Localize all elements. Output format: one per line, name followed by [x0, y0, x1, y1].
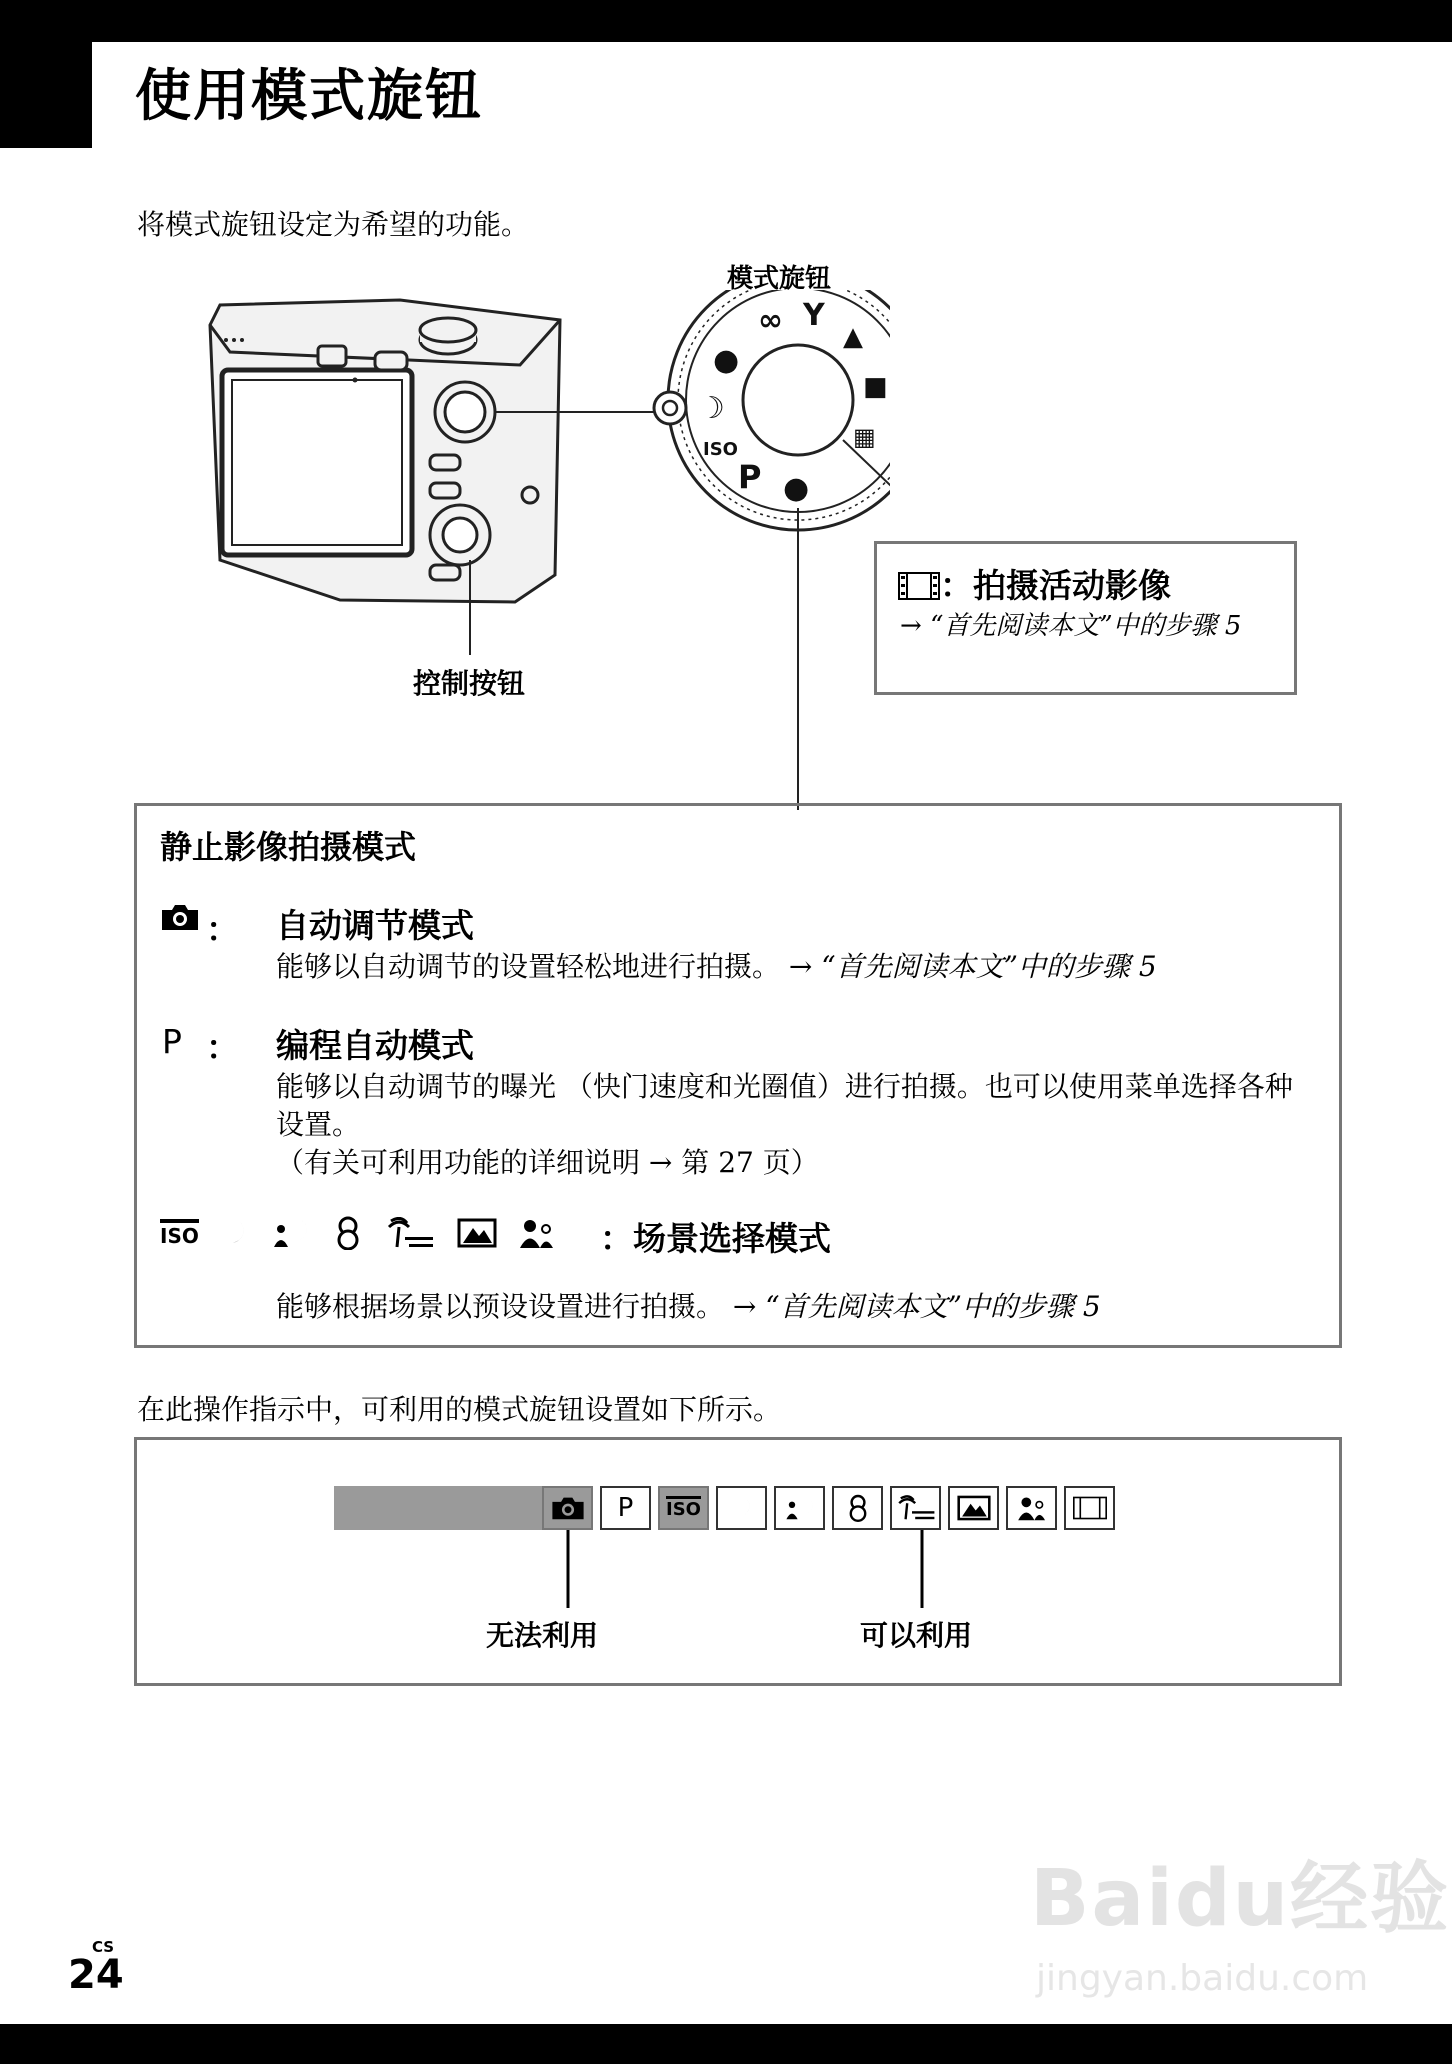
program-icon: P [617, 1493, 634, 1523]
camera-illustration [190, 290, 890, 810]
camera-icon [550, 1495, 586, 1521]
snow-icon [333, 1216, 363, 1250]
watermark-logo: Baidu经验 [1030, 1854, 1451, 1944]
arrow-icon: → [788, 950, 813, 983]
intro-text: 将模式旋钮设定为希望的功能。 [137, 208, 530, 241]
svg-text:P: P [738, 458, 762, 496]
program-mode-note [276, 1144, 819, 1182]
movie-film-icon [1073, 1496, 1107, 1520]
snow-icon [846, 1494, 870, 1522]
label-unavailable: 无法利用 [486, 1619, 599, 1652]
bottom-black-bar [0, 2024, 1452, 2064]
mode-cell-high-iso [658, 1486, 709, 1530]
soft-snap-icon [1017, 1495, 1047, 1521]
program-mode-title: 编程自动模式 [276, 1026, 474, 1065]
page-title: 使用模式旋钮 [135, 64, 483, 129]
svg-text:▦: ▦ [853, 423, 876, 451]
twilight-portrait-icon [784, 1495, 816, 1521]
landscape-icon [457, 1218, 497, 1248]
watermark-url: jingyan.baidu.com [1036, 1958, 1369, 1999]
page-number: 24 [68, 1952, 124, 1998]
auto-mode-desc-text: 能够以自动调节的设置轻松地进行拍摄。 [276, 950, 781, 983]
movie-film-icon [898, 572, 940, 600]
mode-dial-label: 模式旋钮 [727, 264, 832, 294]
beach-icon [896, 1495, 936, 1521]
svg-text:●: ● [783, 471, 810, 506]
mode-cell-twilight-portrait [774, 1486, 825, 1530]
high-iso-icon: ISO [666, 1496, 701, 1520]
mode-cell-landscape [948, 1486, 999, 1530]
svg-text:☽: ☽ [698, 391, 725, 426]
soft-snap-icon [519, 1217, 555, 1249]
svg-text:Y: Y [803, 298, 825, 333]
auto-mode-ref[interactable]: “首先阅读本文”中的步骤 5 [821, 950, 1157, 983]
auto-mode-symbol [160, 902, 200, 936]
page-language-code: CS [92, 1938, 115, 1956]
program-note-suffix[interactable]: 第 27 页） [681, 1146, 819, 1179]
twilight-icon [730, 1495, 754, 1521]
auto-mode-colon: ： [206, 910, 239, 949]
twilight-portrait-icon [271, 1217, 311, 1249]
program-mode-colon: ： [206, 1028, 239, 1067]
svg-text:▲: ▲ [843, 322, 863, 352]
svg-text:∞: ∞ [758, 303, 783, 338]
availability-bar [334, 1486, 542, 1530]
movie-mode-title [898, 560, 1171, 607]
control-button-label: 控制按钮 [413, 667, 526, 700]
mode-cell-beach [890, 1486, 941, 1530]
arrow-icon: → [648, 1146, 673, 1179]
beach-icon [385, 1217, 435, 1249]
program-note-prefix: （有关可利用功能的详细说明 [276, 1146, 641, 1179]
program-mode-symbol: P [162, 1022, 182, 1061]
svg-text:ISO: ISO [703, 439, 738, 460]
still-modes-heading: 静止影像拍摄模式 [160, 828, 417, 866]
scene-mode-title: ：场景选择模式 [600, 1219, 831, 1258]
availability-intro: 在此操作指示中，可利用的模式旋钮设置如下所示。 [137, 1393, 782, 1426]
landscape-icon [957, 1495, 991, 1521]
auto-mode-description [276, 948, 1157, 986]
top-black-bar [0, 0, 1452, 42]
scene-mode-ref[interactable]: “首先阅读本文”中的步骤 5 [765, 1290, 1101, 1323]
auto-mode-title: 自动调节模式 [276, 906, 474, 945]
arrow-icon: → [732, 1290, 757, 1323]
side-black-tab [0, 0, 92, 148]
svg-text:●: ● [713, 343, 740, 378]
program-mode-description: 能够以自动调节的曝光 （快门速度和光圈值）进行拍摄。也可以使用菜单选择各种设置。 [276, 1070, 1293, 1141]
mode-cell-soft-snap [1006, 1486, 1057, 1530]
mode-cell-twilight [716, 1486, 767, 1530]
arrow-icon: → [900, 611, 922, 641]
label-available: 可以利用 [860, 1619, 973, 1652]
movie-reference-text: “首先阅读本文”中的步骤 5 [930, 611, 1242, 641]
scene-mode-icons [160, 1216, 555, 1250]
high-iso-icon: ISO [160, 1219, 199, 1248]
availability-leaders [560, 1530, 960, 1610]
twilight-icon [221, 1218, 249, 1248]
scene-mode-desc-text: 能够根据场景以预设设置进行拍摄。 [276, 1290, 725, 1323]
movie-mode-title-text: ：拍摄活动影像 [940, 566, 1171, 605]
svg-text:■: ■ [863, 372, 888, 402]
mode-cell-snow [832, 1486, 883, 1530]
mode-cell-program [600, 1486, 651, 1530]
mode-cell-movie [1064, 1486, 1115, 1530]
movie-mode-reference[interactable] [900, 610, 1280, 643]
mode-cell-auto [542, 1486, 593, 1530]
scene-mode-description [276, 1288, 1101, 1326]
camera-icon [160, 902, 200, 932]
